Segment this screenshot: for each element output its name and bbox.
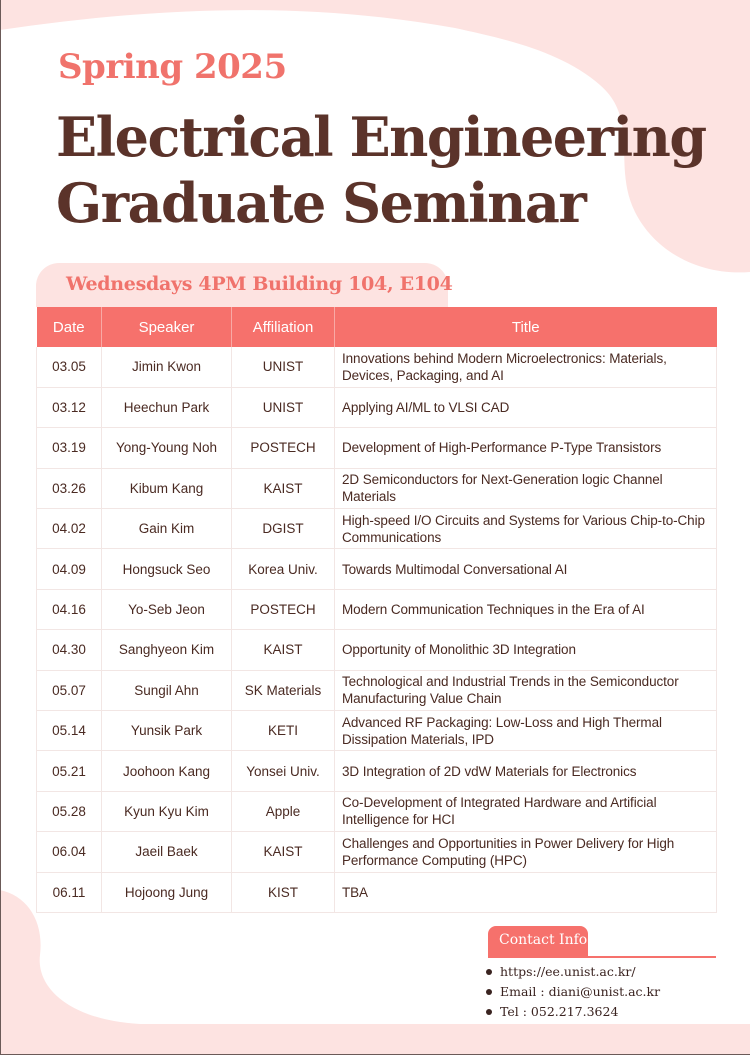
- page-title: [56, 104, 706, 236]
- affiliation-cell: KAIST: [232, 630, 335, 670]
- title-cell: 2D Semiconductors for Next-Generation logic Channel Materials: [335, 468, 717, 508]
- title-cell: Co-Development of Integrated Hardware and Artificial Intelligence for HCI: [335, 791, 717, 831]
- title-cell: High-speed I/O Circuits and Systems for Various Chip-to-Chip Communications: [335, 509, 717, 549]
- title-cell: Towards Multimodal Conversational AI: [335, 549, 717, 589]
- table-row: [37, 711, 717, 751]
- date-cell: 06.11: [37, 872, 102, 912]
- speaker-cell: Yo-Seb Jeon: [102, 589, 232, 629]
- bullet-icon: [486, 1009, 492, 1015]
- affiliation-cell: UNIST: [232, 347, 335, 387]
- column-header-speaker: Speaker: [102, 307, 232, 347]
- date-cell: 05.28: [37, 791, 102, 831]
- speaker-cell: Yunsik Park: [102, 711, 232, 751]
- date-cell: 03.05: [37, 347, 102, 387]
- contact-divider: [488, 956, 716, 958]
- table-row: [37, 549, 717, 589]
- speaker-cell: Sungil Ahn: [102, 670, 232, 710]
- affiliation-cell: KAIST: [232, 468, 335, 508]
- table-row: [37, 589, 717, 629]
- affiliation-cell: SK Materials: [232, 670, 335, 710]
- speaker-cell: Heechun Park: [102, 387, 232, 427]
- date-cell: 06.04: [37, 832, 102, 872]
- speaker-cell: Kyun Kyu Kim: [102, 791, 232, 831]
- affiliation-cell: KETI: [232, 711, 335, 751]
- bullet-icon: [486, 969, 492, 975]
- table-row: [37, 832, 717, 872]
- affiliation-cell: DGIST: [232, 509, 335, 549]
- contact-email[interactable]: [486, 982, 660, 1002]
- title-cell: Challenges and Opportunities in Power Delivery for High Performance Computing (HPC): [335, 832, 717, 872]
- date-cell: 05.21: [37, 751, 102, 791]
- speaker-cell: Joohoon Kang: [102, 751, 232, 791]
- date-cell: 04.09: [37, 549, 102, 589]
- date-cell: 03.26: [37, 468, 102, 508]
- date-cell: 04.02: [37, 509, 102, 549]
- title-line-2: Graduate Seminar: [56, 171, 586, 235]
- table-row: [37, 347, 717, 387]
- affiliation-cell: Yonsei Univ.: [232, 751, 335, 791]
- date-cell: 03.19: [37, 428, 102, 468]
- title-cell: Applying AI/ML to VLSI CAD: [335, 387, 717, 427]
- affiliation-cell: KAIST: [232, 832, 335, 872]
- date-cell: 04.30: [37, 630, 102, 670]
- speaker-cell: Hojoong Jung: [102, 872, 232, 912]
- contact-website[interactable]: [486, 962, 660, 982]
- column-header-date: Date: [37, 307, 102, 347]
- title-cell: Advanced RF Packaging: Low-Loss and High Thermal Dissipation Materials, IPD: [335, 711, 717, 751]
- column-header-affiliation: Affiliation: [232, 307, 335, 347]
- schedule-text: Wednesdays 4PM Building 104, E104: [66, 273, 453, 295]
- speaker-cell: Gain Kim: [102, 509, 232, 549]
- affiliation-cell: Apple: [232, 791, 335, 831]
- table-row: [37, 428, 717, 468]
- title-cell: Development of High-Performance P-Type Transistors: [335, 428, 717, 468]
- table-row: [37, 872, 717, 912]
- contact-phone-text: Tel : 052.217.3624: [500, 1004, 619, 1019]
- affiliation-cell: UNIST: [232, 387, 335, 427]
- seminar-table: [36, 307, 717, 913]
- speaker-cell: Kibum Kang: [102, 468, 232, 508]
- season-label: Spring 2025: [58, 47, 287, 87]
- table-row: [37, 630, 717, 670]
- contact-email-text: Email : diani@unist.ac.kr: [500, 984, 661, 999]
- contact-list: [486, 962, 660, 1022]
- title-cell: Technological and Industrial Trends in the Semiconductor Manufacturing Value Chain: [335, 670, 717, 710]
- date-cell: 03.12: [37, 387, 102, 427]
- title-line-1: Electrical Engineering: [56, 105, 706, 169]
- speaker-cell: Hongsuck Seo: [102, 549, 232, 589]
- speaker-cell: Jimin Kwon: [102, 347, 232, 387]
- table-row: [37, 509, 717, 549]
- contact-title: Contact Info.: [499, 932, 592, 948]
- title-cell: Innovations behind Modern Microelectronics: Materials, Devices, Packaging, and AI: [335, 347, 717, 387]
- title-cell: 3D Integration of 2D vdW Materials for Electronics: [335, 751, 717, 791]
- table-row: [37, 670, 717, 710]
- column-header-title: Title: [335, 307, 717, 347]
- table-row: [37, 387, 717, 427]
- title-cell: TBA: [335, 872, 717, 912]
- date-cell: 04.16: [37, 589, 102, 629]
- speaker-cell: Yong-Young Noh: [102, 428, 232, 468]
- date-cell: 05.14: [37, 711, 102, 751]
- contact-website-text: https://ee.unist.ac.kr/: [500, 964, 636, 979]
- table-header-row: [37, 307, 717, 347]
- title-cell: Modern Communication Techniques in the Era of AI: [335, 589, 717, 629]
- contact-phone: [486, 1002, 660, 1022]
- affiliation-cell: POSTECH: [232, 589, 335, 629]
- affiliation-cell: POSTECH: [232, 428, 335, 468]
- title-cell: Opportunity of Monolithic 3D Integration: [335, 630, 717, 670]
- affiliation-cell: KIST: [232, 872, 335, 912]
- affiliation-cell: Korea Univ.: [232, 549, 335, 589]
- table-row: [37, 468, 717, 508]
- table-row: [37, 751, 717, 791]
- table-row: [37, 791, 717, 831]
- date-cell: 05.07: [37, 670, 102, 710]
- bullet-icon: [486, 989, 492, 995]
- speaker-cell: Jaeil Baek: [102, 832, 232, 872]
- speaker-cell: Sanghyeon Kim: [102, 630, 232, 670]
